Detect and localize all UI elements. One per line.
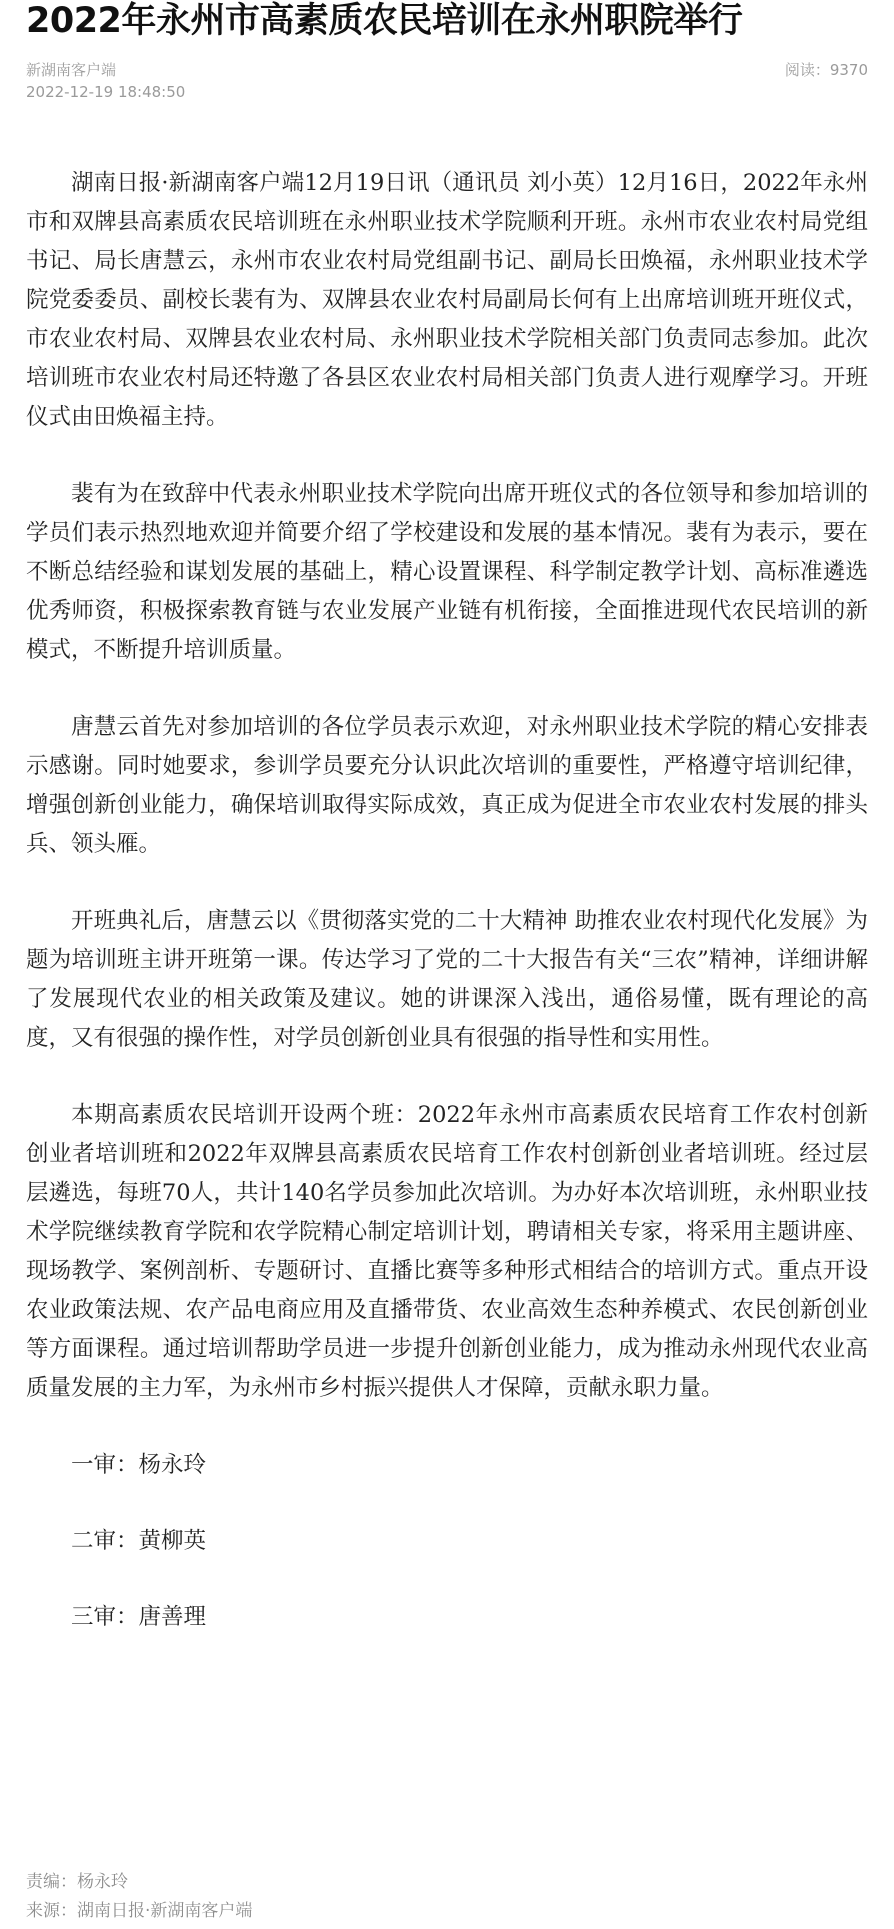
- read-count: 阅读：9370: [784, 61, 868, 79]
- article-meta: [26, 60, 868, 104]
- paragraph-2: 裴有为在致辞中代表永州职业技术学院向出席开班仪式的各位领导和参加培训的学员们表示热烈地欢迎并简要介绍了学校建设和发展的基本情况。裴有为表示，要在不断总结经验和谋划发展的基础上，精心设置课程、科学制定教学计划、高标准遴选优秀师资，积极探索教育链与农业发展产业链有机衔接，全面推进现代农民培训的新模式，不断提升培训质量。: [26, 481, 868, 663]
- paragraph-3: 唐慧云首先对参加培训的各位学员表示欢迎，对永州职业技术学院的精心安排表示感谢。同时她要求，参训学员要充分认识此次培训的重要性，严格遵守培训纪律，增强创新创业能力，确保培训取得实际成效，真正成为促进全市农业农村发展的排头兵、领头雁。: [26, 714, 868, 857]
- article-body: [26, 164, 868, 1408]
- source-label: 新湖南客户端: [26, 61, 117, 79]
- review-second: 二审：黄柳英: [71, 1528, 207, 1554]
- review-list: [26, 1446, 868, 1637]
- review-third: 三审：唐善理: [71, 1604, 207, 1630]
- paragraph-4: 开班典礼后，唐慧云以《贯彻落实党的二十大精神 助推农业农村现代化发展》为题为培训班主讲开班第一课。传达学习了党的二十大报告有关“三农”精神，详细讲解了发展现代农业的相关政策及建议。她的讲课深入浅出，通俗易懂，既有理论的高度，又有很强的操作性，对学员创新创业具有很强的指导性和实用性。: [26, 908, 868, 1051]
- footer-source: 来源：湖南日报·新湖南客户端: [26, 1901, 253, 1921]
- publish-time: 2022-12-19 18:48:50: [26, 83, 186, 101]
- editor-credit: 责编：杨永玲: [26, 1872, 128, 1892]
- paragraph-5: 本期高素质农民培训开设两个班：2022年永州市高素质农民培育工作农村创新创业者培训班和2022年双牌县高素质农民培育工作农村创新创业者培训班。经过层层遴选，每班70人，共计140名学员参加此次培训。为办好本次培训班，永州职业技术学院继续教育学院和农学院精心制定培训计划，聘请相关专家，将采用主题讲座、现场教学、案例剖析、专题研讨、直播比赛等多种形式相结合的培训方式。重点开设农业政策法规、农产品电商应用及直播带货、农业高效生态种养模式、农民创新创业等方面课程。通过培训帮助学员进一步提升创新创业能力，成为推动永州现代农业高质量发展的主力军，为永州市乡村振兴提供人才保障，贡献永职力量。: [26, 1102, 868, 1401]
- review-first: 一审：杨永玲: [71, 1452, 207, 1478]
- paragraph-1: 湖南日报·新湖南客户端12月19日讯（通讯员 刘小英）12月16日，2022年永州市和双牌县高素质农民培训班在永州职业技术学院顺利开班。永州市农业农村局党组书记、局长唐慧云，永州市农业农村局党组副书记、副局长田焕福，永州职业技术学院党委委员、副校长裴有为、双牌县农业农村局副局长何有上出席培训班开班仪式，市农业农村局、双牌县农业农村局、永州职业技术学院相关部门负责同志参加。此次培训班市农业农村局还特邀了各县区农业农村局相关部门负责人进行观摩学习。开班仪式由田焕福主持。: [26, 170, 868, 430]
- article-footer: [26, 1868, 252, 1926]
- article-title: 2022年永州市高素质农民培训在永州职院举行: [26, 1, 743, 41]
- article-page: [26, 0, 868, 1674]
